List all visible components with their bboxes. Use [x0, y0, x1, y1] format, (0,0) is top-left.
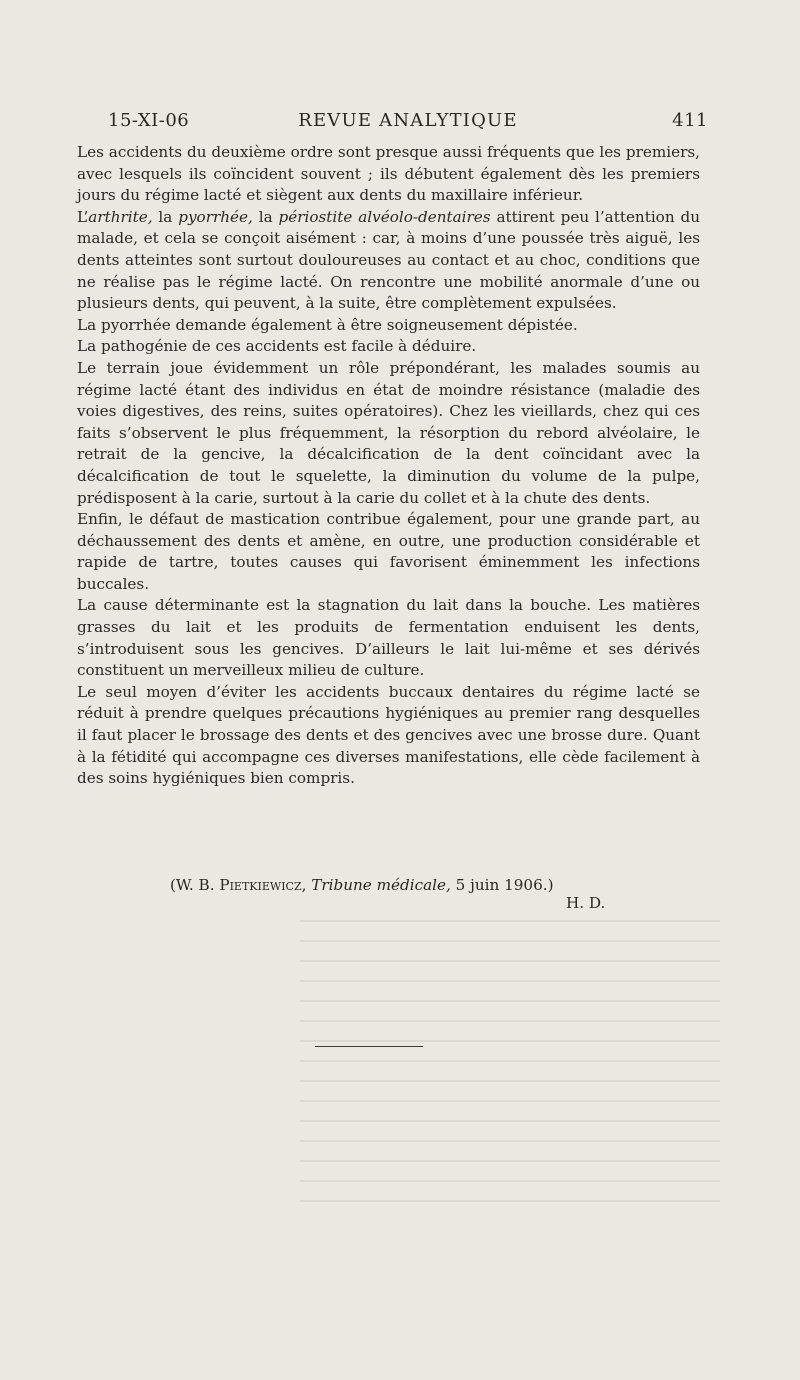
paragraph-4 — [77, 336, 700, 358]
citation — [170, 875, 730, 897]
citation-journal: Tribune médicale, — [311, 876, 451, 894]
paragraph-3-text: La pyorrhée demande également à être soigneusement dépistée. — [77, 315, 578, 334]
paragraph-3 — [77, 315, 700, 337]
article-body — [77, 142, 700, 790]
page-number: 411 — [672, 110, 708, 131]
term-pyorrhee: pyorrhée, — [178, 207, 253, 226]
paragraph-2-text: attirent peu l’attention du malade, et cela se conçoit aisément : car, à moins d’une poussée très aiguë, les dents atteintes sont surtout douloureuses au contact et au choc, conditions que ne réalise pas le régime lacté. On rencontre une mobilité anormale d’une ou plusieurs dents, qui peuvent, à la suite, être complètement expulsées. — [77, 207, 700, 313]
paragraph-6-text: Enfin, le défaut de mastication contribue également, pour une grande part, au déchaussement des dents et amène, en outre, une production considérable et rapide de tartre, toutes causes qui favorisent éminemment les infections buccales. — [77, 510, 700, 593]
citation-author: Pietkiewicz — [219, 876, 302, 894]
paragraph-5-text: Le terrain joue évidemment un rôle prépondérant, les malades soumis au régime lacté étant des individus en état de moindre résistance (maladie des voies digestives, des reins, suites opératoires). Chez les vieillards, chez qui ces faits s’observent le plus fréquemment, la résorption du rebord alvéolaire, le retrait de la gencive, la décalcification de la dent coïncidant avec la décalcification de tout le squelette, la diminution du volume de la pulpe, prédisposent à la carie, surtout à la carie du collet et à la chute des dents. — [77, 358, 700, 507]
paragraph-1 — [77, 142, 700, 207]
citation-separator: , — [301, 876, 312, 894]
paragraph-2-article-2: la — [152, 207, 179, 226]
term-periostite: périostite alvéolo-dentaires — [278, 207, 491, 226]
paragraph-6 — [77, 509, 700, 595]
paragraph-7 — [77, 595, 700, 681]
paragraph-2 — [77, 207, 700, 315]
paragraph-8 — [77, 682, 700, 790]
term-arthrite: arthrite, — [88, 207, 153, 226]
paragraph-2-article-3: la — [252, 207, 279, 226]
header-title: REVUE ANALYTIQUE — [298, 110, 518, 131]
paragraph-5 — [77, 358, 700, 509]
bleed-through-texture — [300, 920, 720, 1220]
header-date: 15-XI-06 — [108, 110, 190, 131]
citation-date: 5 juin 1906.) — [450, 876, 554, 894]
paragraph-8-text: Le seul moyen d’éviter les accidents buccaux dentaires du régime lacté se réduit à prendre quelques précautions hygiéniques au premier rang desquelles il faut placer le brossage des dents et des gencives avec une brosse dure. Quant à la fétidité qui accompagne ces diverses manifestations, elle cède facilement à des soins hygiéniques bien compris. — [77, 682, 700, 788]
running-header — [108, 110, 708, 138]
paragraph-1-text: Les accidents du deuxième ordre sont presque aussi fréquents que les premiers, avec lesquels ils coïncident souvent ; ils débutent également dès les premiers jours du régime lacté et siègent aux dents du maxillaire inférieur. — [77, 143, 700, 205]
paragraph-7-text: La cause déterminante est la stagnation du lait dans la bouche. Les matières grasses du lait et les produits de fermentation enduisent les dents, s’introduisent sous les gencives. D’ailleurs le lait lui-même et ses dérivés constituent un merveilleux milieu de culture. — [77, 596, 700, 680]
author-initials: H. D. — [566, 894, 606, 912]
paragraph-2-article-1: L’ — [77, 207, 89, 226]
paragraph-4-text: La pathogénie de ces accidents est facile à déduire. — [77, 337, 477, 356]
citation-open: (W. B. — [170, 876, 220, 894]
